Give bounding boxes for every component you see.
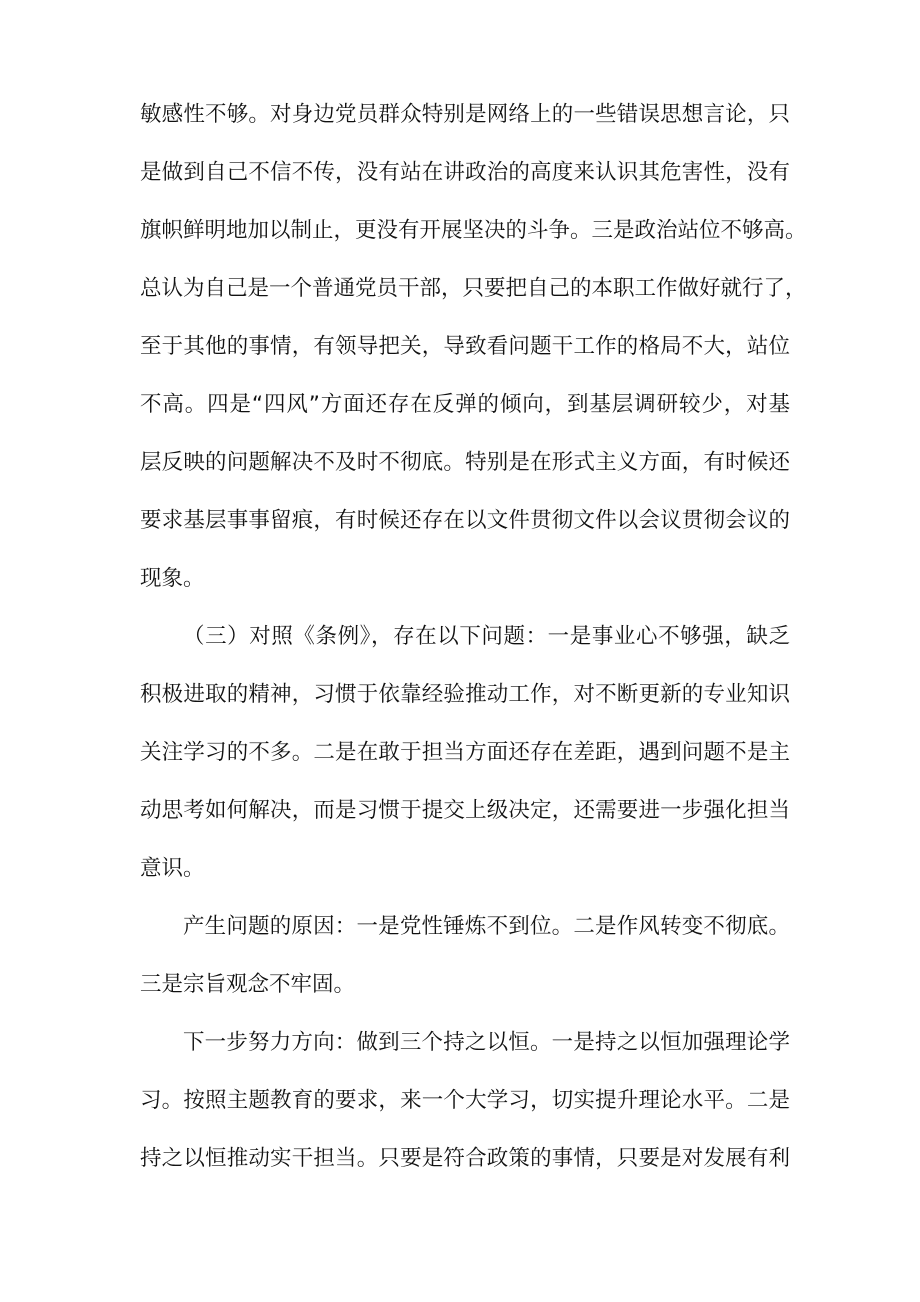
text-line: 动思考如何解决，而是习惯于提交上级决定，还需要进一步强化担当 [140,798,790,823]
text-line: 总认为自己是一个普通党员干部，只要把自己的本职工作做好就行了， [140,276,807,301]
paragraph-first-line: 下一步努力方向：做到三个持之以恒。一是持之以恒加强理论学 [183,1030,790,1055]
text-line: 层反映的问题解决不及时不彻底。特别是在形式主义方面，有时候还 [140,450,790,475]
text-line: 习。按照主题教育的要求，来一个大学习，切实提升理论水平。二是 [140,1088,790,1113]
text-line: 持之以恒推动实干担当。只要是符合政策的事情，只要是对发展有利 [140,1146,790,1171]
text-line: 关注学习的不多。二是在敢于担当方面还存在差距，遇到问题不是主 [140,740,790,765]
text-line: 至于其他的事情，有领导把关，导致看问题干工作的格局不大，站位 [140,334,790,359]
text-line: 不高。四是“四风”方面还存在反弹的倾向，到基层调研较少，对基 [140,392,790,417]
text-line: 积极进取的精神，习惯于依靠经验推动工作，对不断更新的专业知识 [140,682,790,707]
text-line: 敏感性不够。对身边党员群众特别是网络上的一些错误思想言论，只 [140,102,790,127]
paragraph-first-line: 产生问题的原因：一是党性锤炼不到位。二是作风转变不彻底。 [183,914,790,939]
text-line: 现象。 [140,566,205,591]
paragraph-first-line: （三）对照《条例》，存在以下问题：一是事业心不够强，缺乏 [183,624,790,649]
text-line: 三是宗旨观念不牢固。 [140,972,356,997]
text-line: 意识。 [140,856,205,881]
text-line: 旗帜鲜明地加以制止，更没有开展坚决的斗争。三是政治站位不够高。 [140,218,807,243]
text-line: 是做到自己不信不传，没有站在讲政治的高度来认识其危害性，没有 [140,160,790,185]
text-line: 要求基层事事留痕，有时候还存在以文件贯彻文件以会议贯彻会议的 [140,508,790,533]
